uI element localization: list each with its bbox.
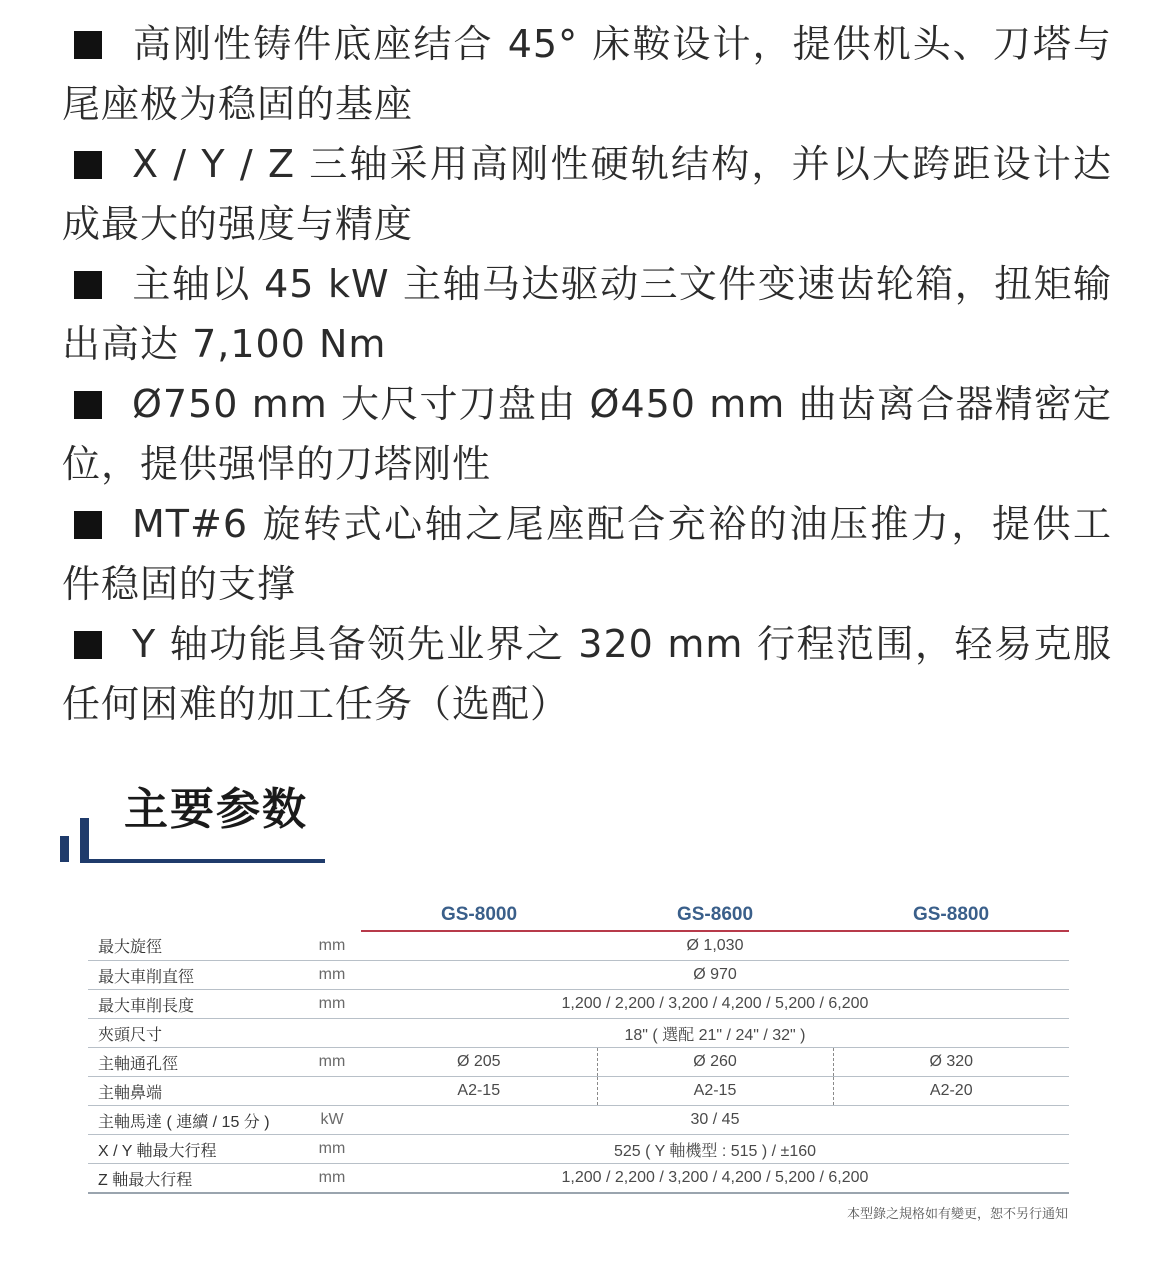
model-header: GS-8800 <box>833 900 1069 931</box>
feature-item: Y 轴功能具备领先业界之 320 mm 行程范围，轻易克服任何困难的加工任务（选配） <box>62 622 1112 726</box>
spec-name: 主軸鼻端 <box>88 1077 303 1106</box>
spec-name: 夾頭尺寸 <box>88 1019 303 1048</box>
spec-name: 主軸通孔徑 <box>88 1048 303 1077</box>
table-row <box>88 1019 1069 1048</box>
spec-unit: mm <box>303 1164 361 1194</box>
table-row <box>88 1164 1069 1194</box>
spec-value: A2-15 <box>597 1077 833 1106</box>
heading-accent-bar <box>60 836 69 862</box>
feature-item: MT#6 旋转式心轴之尾座配合充裕的油压推力，提供工件稳固的支撑 <box>62 502 1112 606</box>
square-bullet-icon <box>74 271 102 299</box>
spec-name: 最大旋徑 <box>88 931 303 961</box>
spec-unit: mm <box>303 990 361 1019</box>
spec-name: 主軸馬達 ( 連續 / 15 分 ) <box>88 1106 303 1135</box>
spec-value: 18" ( 選配 21" / 24" / 32" ) <box>361 1019 1069 1048</box>
table-row <box>88 1077 1069 1106</box>
heading-accent-bar <box>80 818 89 862</box>
spec-value: Ø 320 <box>833 1048 1069 1077</box>
table-row <box>88 1048 1069 1077</box>
section-heading <box>60 780 330 865</box>
spec-value: 1,200 / 2,200 / 3,200 / 4,200 / 5,200 / 6,200 <box>361 990 1069 1019</box>
spec-unit <box>303 1077 361 1106</box>
square-bullet-icon <box>74 631 102 659</box>
spec-unit: mm <box>303 1048 361 1077</box>
spec-unit <box>303 1019 361 1048</box>
spec-name: 最大車削直徑 <box>88 961 303 990</box>
feature-item: Ø750 mm 大尺寸刀盘由 Ø450 mm 曲齿离合器精密定位，提供强悍的刀塔刚性 <box>62 382 1112 486</box>
heading-underline <box>80 859 325 863</box>
spec-unit: mm <box>303 1135 361 1164</box>
spec-name: X / Y 軸最大行程 <box>88 1135 303 1164</box>
spec-value: 30 / 45 <box>361 1106 1069 1135</box>
spec-value: A2-15 <box>361 1077 597 1106</box>
feature-list <box>62 14 1112 734</box>
square-bullet-icon <box>74 151 102 179</box>
table-row <box>88 961 1069 990</box>
square-bullet-icon <box>74 511 102 539</box>
spec-name: 最大車削長度 <box>88 990 303 1019</box>
spec-value: 1,200 / 2,200 / 3,200 / 4,200 / 5,200 / 6,200 <box>361 1164 1069 1194</box>
spec-value: 525 ( Y 軸機型 : 515 ) / ±160 <box>361 1135 1069 1164</box>
square-bullet-icon <box>74 391 102 419</box>
square-bullet-icon <box>74 31 102 59</box>
model-header: GS-8600 <box>597 900 833 931</box>
spec-value: Ø 1,030 <box>361 931 1069 961</box>
spec-value: A2-20 <box>833 1077 1069 1106</box>
feature-item: 高刚性铸件底座结合 45° 床鞍设计，提供机头、刀塔与尾座极为稳固的基座 <box>62 22 1112 126</box>
spec-value: Ø 970 <box>361 961 1069 990</box>
model-header: GS-8000 <box>361 900 597 931</box>
feature-item: X / Y / Z 三轴采用高刚性硬轨结构，并以大跨距设计达成最大的强度与精度 <box>62 142 1112 246</box>
spec-footnote: 本型錄之規格如有變更，恕不另行通知 <box>846 1207 1068 1222</box>
spec-value: Ø 260 <box>597 1048 833 1077</box>
table-row <box>88 990 1069 1019</box>
spec-table <box>88 900 1069 1194</box>
feature-item: 主轴以 45 kW 主轴马达驱动三文件变速齿轮箱，扭矩输出高达 7,100 Nm <box>62 262 1112 366</box>
spec-name: Z 軸最大行程 <box>88 1164 303 1194</box>
spec-value: Ø 205 <box>361 1048 597 1077</box>
section-title: 主要参数 <box>124 784 308 835</box>
spec-unit: mm <box>303 961 361 990</box>
spec-unit: kW <box>303 1106 361 1135</box>
spec-unit: mm <box>303 931 361 961</box>
table-row <box>88 931 1069 961</box>
table-header-row <box>88 900 1069 931</box>
table-row <box>88 1106 1069 1135</box>
table-row <box>88 1135 1069 1164</box>
